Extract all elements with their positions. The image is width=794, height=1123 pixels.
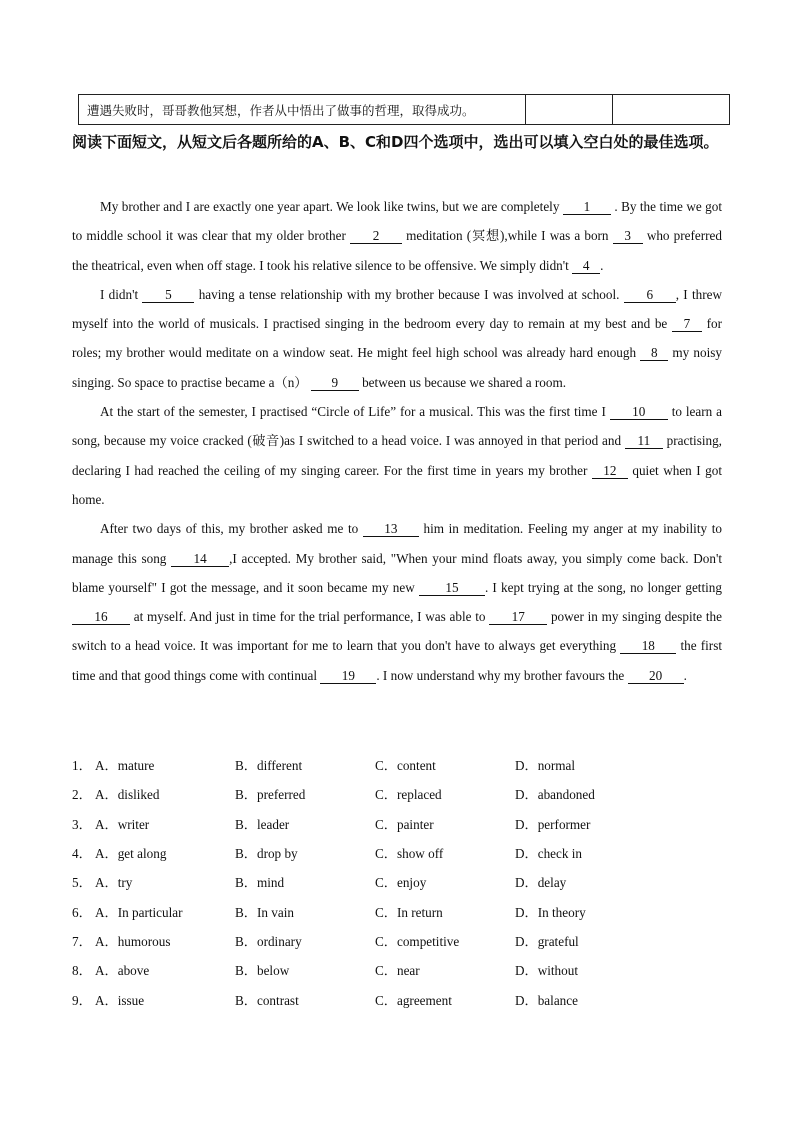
option-a: A．get along bbox=[95, 846, 167, 862]
option-row bbox=[72, 867, 722, 896]
table-row bbox=[79, 95, 730, 125]
blank-11: 11 bbox=[625, 433, 663, 449]
passage-text: who preferred the theatrical, even when off stage. I took his relative silence to be offensive. We simply didn't bbox=[72, 228, 722, 273]
passage-text: After two days of this, my brother asked me to bbox=[100, 521, 363, 537]
passage-text: At the start of the semester, I practised “Circle of Life” for a musical. This was the first time I bbox=[100, 404, 610, 420]
passage-text: practising, declaring I had reached the ceiling of my singing career. For the first time in years my brother bbox=[72, 433, 722, 478]
option-a: A．In particular bbox=[95, 904, 183, 920]
option-row bbox=[72, 809, 722, 838]
section-instructions: 阅读下面短文，从短文后各题所给的A、B、C和D四个选项中，选出可以填入空白处的最佳选项。 bbox=[72, 133, 719, 151]
passage-text: between us because we shared a room. bbox=[358, 374, 567, 390]
passage-text: him in meditation. Feeling my anger at my inability to manage this song bbox=[72, 521, 722, 566]
option-row bbox=[72, 838, 722, 867]
blank-6: 6 bbox=[624, 287, 676, 303]
passage-text: my noisy singing. So space to practise became a（n） bbox=[72, 345, 722, 390]
paragraph-3 bbox=[72, 397, 722, 514]
passage-text: . bbox=[683, 667, 687, 683]
question-number: 3． bbox=[72, 816, 92, 832]
option-a: A．mature bbox=[95, 758, 155, 774]
blank-14: 14 bbox=[171, 551, 229, 567]
question-number: 6． bbox=[72, 904, 92, 920]
question-number: 7． bbox=[72, 933, 92, 949]
blank-13: 13 bbox=[363, 521, 419, 537]
passage-text: having a tense relationship with my brother because I was involved at school. bbox=[194, 286, 624, 302]
question-number: 2． bbox=[72, 787, 92, 803]
option-b: B．different bbox=[235, 758, 303, 774]
option-b: B．contrast bbox=[235, 992, 299, 1008]
option-row bbox=[72, 955, 722, 984]
question-number: 4． bbox=[72, 846, 92, 862]
table-cell-empty bbox=[613, 95, 730, 125]
option-row bbox=[72, 926, 722, 955]
option-a: A．try bbox=[95, 875, 133, 891]
option-d: D．In theory bbox=[515, 904, 586, 920]
passage-text: power in my singing despite the switch to a head voice. It was important for me to learn that you don't have to always get everything bbox=[72, 609, 722, 654]
option-row bbox=[72, 779, 722, 808]
blank-12: 12 bbox=[592, 463, 628, 479]
option-d: D．grateful bbox=[515, 933, 579, 949]
passage-text: the first time and that good things come with continual bbox=[72, 638, 722, 683]
passage-text: I didn't bbox=[100, 286, 143, 302]
question-number: 9． bbox=[72, 992, 92, 1008]
question-number: 8． bbox=[72, 963, 92, 979]
passage-text: quiet when I got home. bbox=[72, 462, 722, 507]
option-b: B．mind bbox=[235, 875, 285, 891]
blank-10: 10 bbox=[610, 404, 668, 420]
option-b: B．preferred bbox=[235, 787, 306, 803]
option-b: B．In vain bbox=[235, 904, 294, 920]
blank-7: 7 bbox=[672, 316, 702, 332]
table-cell-summary: 遭遇失败时，哥哥教他冥想，作者从中悟出了做事的哲理，取得成功。 bbox=[79, 95, 526, 125]
passage-text: at myself. And just in time for the trial performance, I was able to bbox=[130, 609, 490, 625]
option-b: B．drop by bbox=[235, 846, 298, 862]
cloze-passage bbox=[72, 192, 722, 690]
option-c: C．In return bbox=[375, 904, 443, 920]
blank-5: 5 bbox=[142, 287, 194, 303]
blank-15: 15 bbox=[419, 580, 485, 596]
question-number: 5． bbox=[72, 875, 92, 891]
option-d: D．balance bbox=[515, 992, 578, 1008]
option-d: D．without bbox=[515, 963, 579, 979]
option-c: C．painter bbox=[375, 816, 434, 832]
blank-16: 16 bbox=[72, 609, 130, 625]
option-b: B．below bbox=[235, 963, 290, 979]
passage-text: ,I accepted. My brother said, "When your mind floats away, you simply come back. Don't blame yourself" I got the message, and it soon became my new bbox=[72, 550, 722, 595]
option-row bbox=[72, 984, 722, 1013]
table-cell-empty bbox=[526, 95, 613, 125]
option-b: B．ordinary bbox=[235, 933, 302, 949]
blank-18: 18 bbox=[620, 638, 676, 654]
option-a: A．humorous bbox=[95, 933, 171, 949]
passage-text: . I kept trying at the song, no longer getting bbox=[484, 579, 722, 595]
paragraph-1 bbox=[72, 192, 722, 280]
blank-3: 3 bbox=[613, 228, 643, 244]
option-b: B．leader bbox=[235, 816, 290, 832]
option-a: A．writer bbox=[95, 816, 150, 832]
option-c: C．show off bbox=[375, 846, 444, 862]
option-c: C．replaced bbox=[375, 787, 442, 803]
blank-4: 4 bbox=[572, 258, 600, 274]
option-a: A．issue bbox=[95, 992, 145, 1008]
paragraph-2 bbox=[72, 280, 722, 397]
option-d: D．performer bbox=[515, 816, 591, 832]
blank-2: 2 bbox=[350, 228, 402, 244]
option-a: A．above bbox=[95, 963, 150, 979]
option-c: C．enjoy bbox=[375, 875, 427, 891]
summary-table bbox=[78, 94, 730, 125]
option-row bbox=[72, 750, 722, 779]
options-list bbox=[72, 750, 722, 1014]
blank-8: 8 bbox=[640, 345, 668, 361]
option-c: C．near bbox=[375, 963, 420, 979]
blank-17: 17 bbox=[489, 609, 547, 625]
option-d: D．check in bbox=[515, 846, 583, 862]
passage-text: to learn a song, because my voice cracked (破音)as I switched to a head voice. I was annoyed in that period and bbox=[72, 404, 722, 449]
option-row bbox=[72, 896, 722, 925]
blank-20: 20 bbox=[628, 668, 684, 684]
option-d: D．delay bbox=[515, 875, 567, 891]
passage-text: . By the time we got to middle school it was clear that my older brother bbox=[72, 199, 722, 244]
option-c: C．content bbox=[375, 758, 436, 774]
passage-text: . I now understand why my brother favours the bbox=[376, 667, 628, 683]
blank-19: 19 bbox=[320, 668, 376, 684]
option-c: C．agreement bbox=[375, 992, 452, 1008]
option-d: D．normal bbox=[515, 758, 576, 774]
option-c: C．competitive bbox=[375, 933, 460, 949]
passage-text: , I threw myself into the world of musicals. I practised singing in the bedroom every day to remain at my best and be bbox=[72, 286, 722, 332]
passage-text: for roles; my brother would meditate on a window seat. He might feel high school was already hard enough bbox=[72, 316, 722, 361]
option-d: D．abandoned bbox=[515, 787, 595, 803]
option-a: A．disliked bbox=[95, 787, 160, 803]
passage-text: My brother and I are exactly one year apart. We look like twins, but we are completely bbox=[100, 199, 563, 214]
question-number: 1． bbox=[72, 758, 92, 774]
passage-text: meditation (冥想),while I was a born bbox=[402, 228, 613, 244]
blank-9: 9 bbox=[311, 375, 359, 391]
paragraph-4 bbox=[72, 514, 722, 690]
blank-1: 1 bbox=[563, 199, 611, 215]
passage-text: . bbox=[600, 257, 604, 273]
